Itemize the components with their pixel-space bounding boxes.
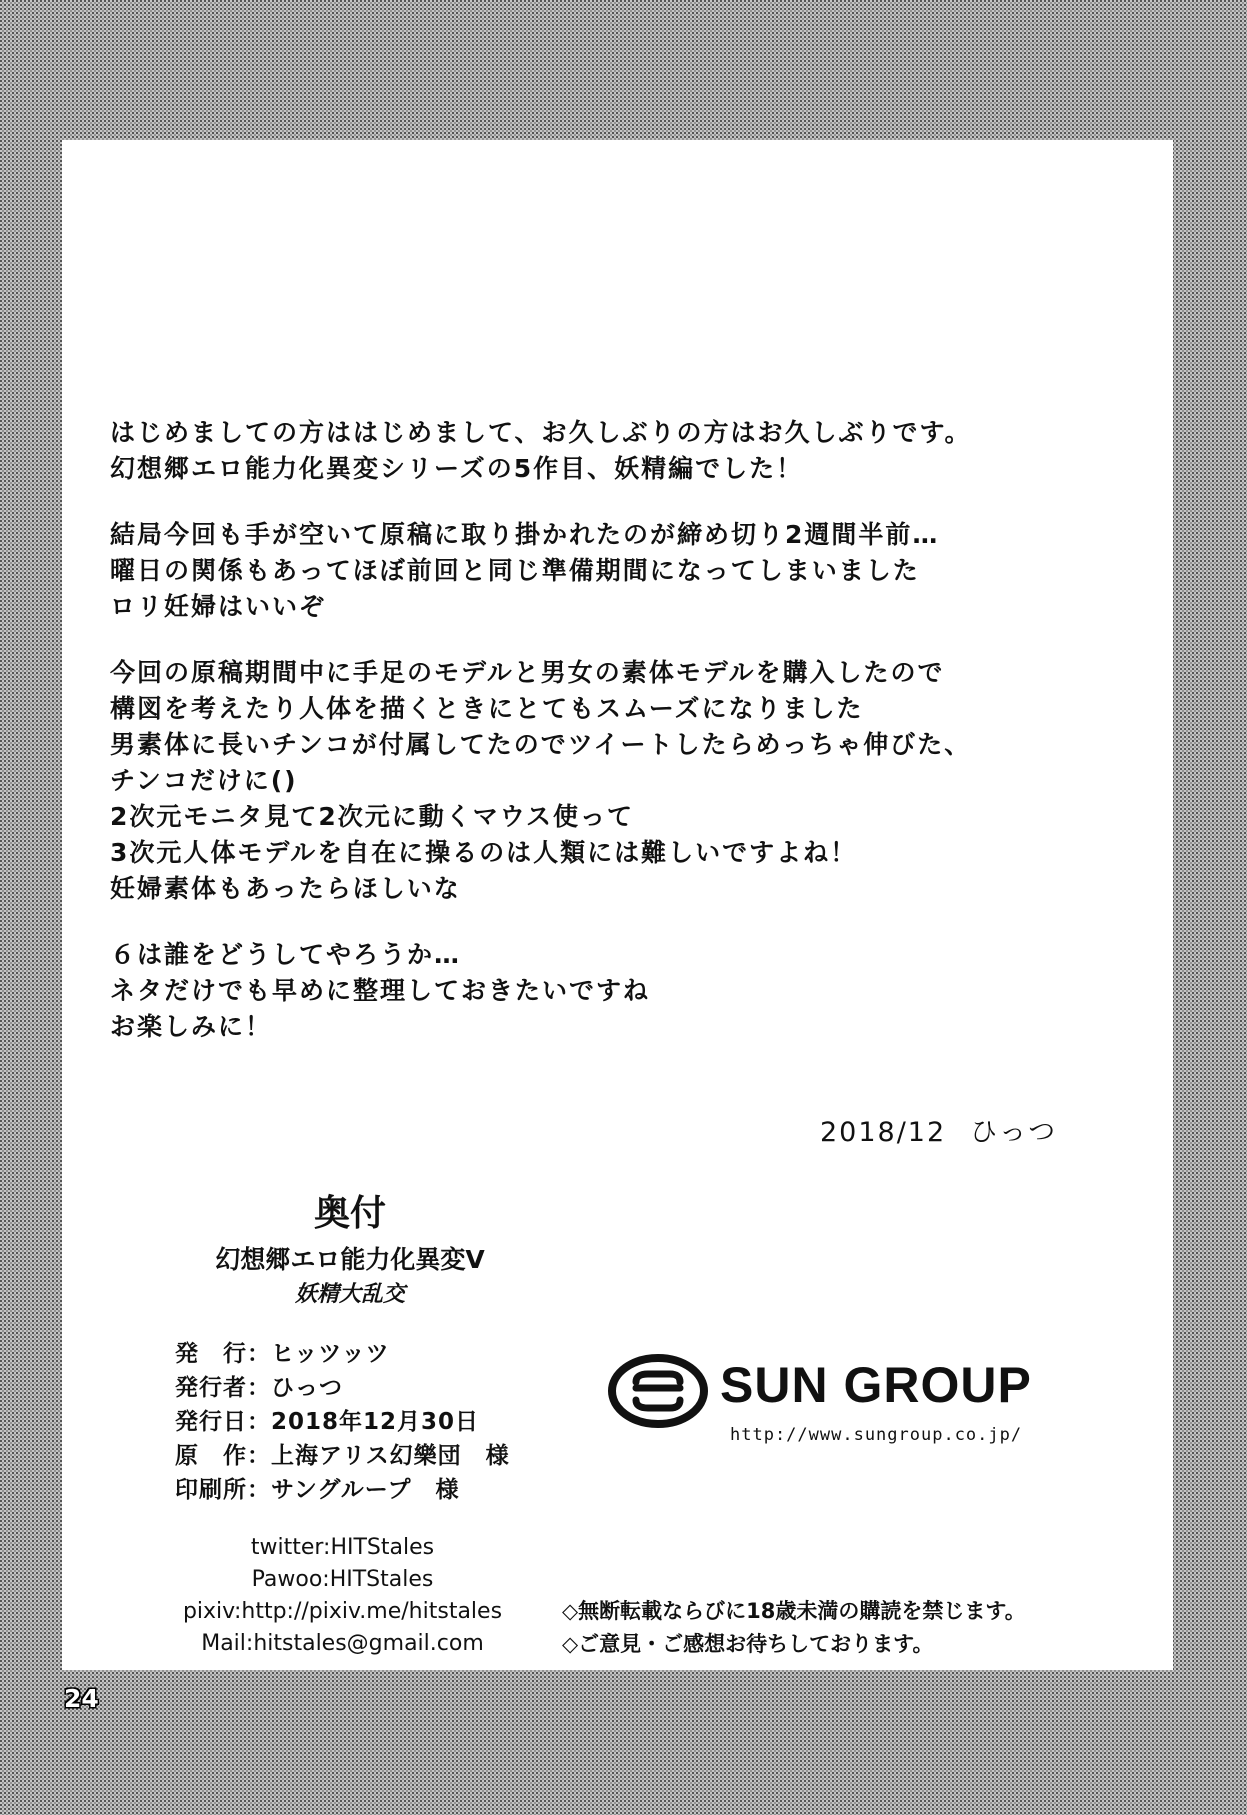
page-number: 24 — [64, 1684, 99, 1713]
text-line: 今回の原稿期間中に手足のモデルと男女の素体モデルを購入したので — [110, 658, 945, 687]
book-subtitle: 妖精大乱交 — [294, 1282, 405, 1307]
contact-links — [170, 1532, 515, 1660]
sun-group-logo — [608, 1354, 1078, 1464]
logo-name: SUN GROUP — [720, 1357, 1032, 1413]
notice-feedback: ◇ご意見・ご感想お待ちしております。 — [562, 1632, 934, 1656]
text-line: ロリ妊婦はいいぞ — [110, 592, 327, 621]
info-original-work: 原 作：上海アリス幻樂団 様 — [175, 1443, 510, 1469]
twitter-link: twitter:HITStales — [250, 1535, 435, 1560]
text-line: 妊婦素体もあったらほしいな — [110, 874, 461, 903]
text-line: 構図を考えたり人体を描くときにとてもスムーズになりました — [110, 694, 864, 723]
text-line: ６は誰をどうしてやろうか… — [110, 940, 462, 969]
notice-reproduction: ◇無断転載ならびに18歳未満の購読を禁じます。 — [562, 1599, 1026, 1623]
text-line: 男素体に長いチンコが付属してたのでツイートしたらめっちゃ伸びた、 — [110, 730, 972, 759]
text-line: 曜日の関係もあってほぼ前回と同じ準備期間になってしまいました — [110, 556, 920, 585]
publication-info — [175, 1337, 595, 1507]
signature-name: ひっつ — [970, 1117, 1058, 1148]
signature-date: 2018/12 — [820, 1117, 947, 1148]
colophon-heading: 奥付 — [313, 1193, 386, 1234]
pawoo-link: Pawoo:HITStales — [251, 1567, 434, 1592]
mail-link: Mail:hitstales@gmail.com — [201, 1631, 484, 1656]
pixiv-link: pixiv:http://pixiv.me/hitstales — [182, 1599, 503, 1624]
afterword-message — [110, 415, 1070, 1075]
paragraph-1 — [110, 415, 1070, 487]
paragraph-3 — [110, 655, 1070, 907]
info-printer: 印刷所：サングループ 様 — [175, 1477, 460, 1503]
text-line: はじめましての方ははじめまして、お久しぶりの方はお久しぶりです。 — [110, 418, 972, 447]
text-line: 結局今回も手が空いて原稿に取り掛かれたのが締め切り2週間半前… — [110, 520, 940, 549]
info-date: 発行日：2018年12月30日 — [175, 1409, 480, 1435]
sun-group-emblem-icon — [608, 1354, 708, 1428]
text-line: お楽しみに！ — [110, 1012, 273, 1041]
paragraph-2 — [110, 517, 1070, 625]
notices — [562, 1595, 1122, 1661]
text-line: 3次元人体モデルを自在に操るのは人類には難しいですよね！ — [110, 838, 858, 867]
text-line: ネタだけでも早めに整理しておきたいですね — [110, 976, 651, 1005]
text-line: 幻想郷エロ能力化異変シリーズの5作目、妖精編でした！ — [110, 454, 804, 483]
info-issuer: 発行者：ひっつ — [175, 1375, 343, 1401]
logo-url: http://www.sungroup.co.jp/ — [730, 1425, 1023, 1445]
paragraph-4 — [110, 937, 1070, 1045]
text-line: チンコだけに() — [110, 766, 298, 795]
info-publisher: 発 行：ヒッツッツ — [175, 1341, 390, 1367]
book-title: 幻想郷エロ能力化異変V — [215, 1245, 485, 1274]
text-line: 2次元モニタ見て2次元に動くマウス使って — [110, 802, 635, 831]
signature — [820, 1110, 1057, 1149]
